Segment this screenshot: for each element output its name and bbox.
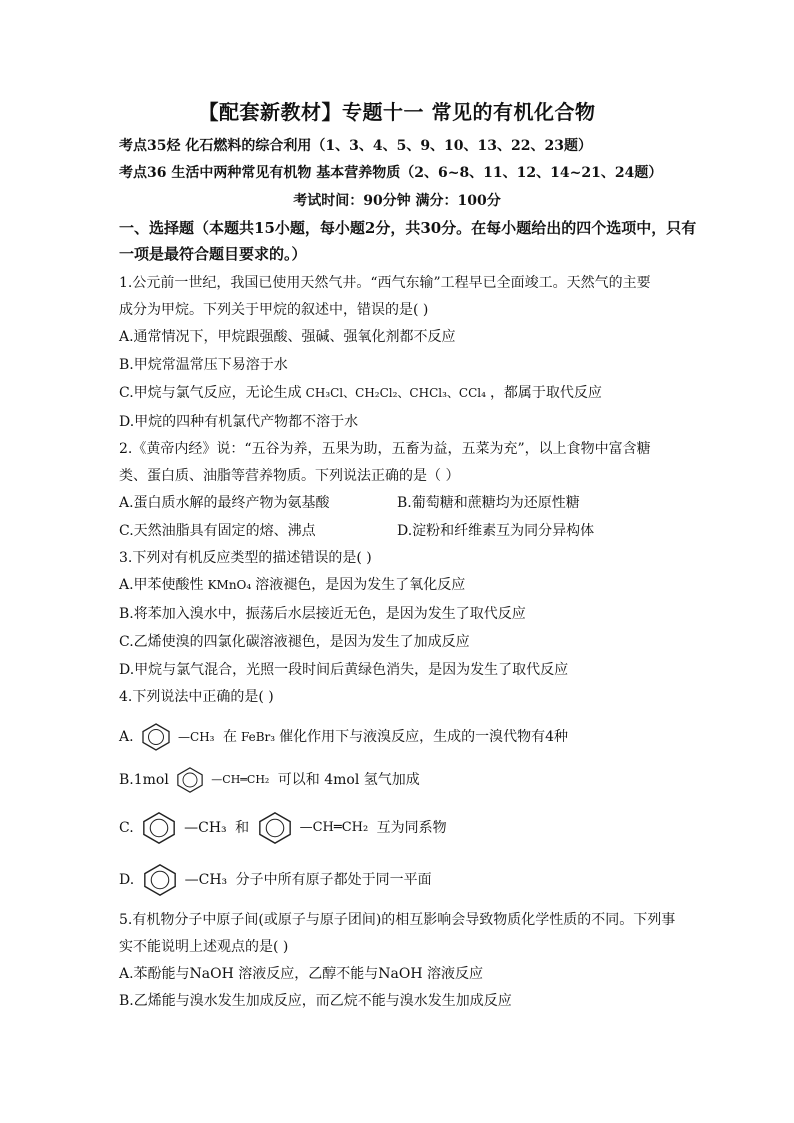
q2-option-c: C.天然油脂具有固定的熔、沸点 (119, 523, 316, 539)
q3-option-a-formula: KMnO₄ (207, 578, 252, 592)
q4-option-c (119, 810, 447, 846)
q4-option-a-formula: FeBr₃ (240, 730, 276, 744)
toluene-structure (138, 722, 218, 752)
q4-option-a-label: A. (119, 729, 134, 745)
q2-stem-line2: 类、蛋白质、油脂等营养物质。下列说法正确的是（ ） (119, 468, 460, 484)
q1-option-b: B.甲烷常温常压下易溶于水 (119, 357, 288, 373)
q3-option-d: D.甲烷与氯气混合，光照一段时间后黄绿色消失，是因为发生了取代反应 (119, 662, 569, 678)
benzene-ring-icon (138, 722, 174, 752)
q1-option-c-formulas: CH₃Cl、CH₂Cl₂、CHCl₃、CCl₄ (305, 386, 486, 400)
q4-option-c-post: 互为同系物 (376, 820, 447, 836)
benzene-ring-icon (138, 810, 180, 846)
q4-option-b-label: B.1mol (119, 772, 169, 788)
q2-option-d: D.淀粉和纤维素互为同分异构体 (397, 523, 595, 539)
q5-stem-line2: 实不能说明上述观点的是( ) (119, 939, 289, 955)
q3-option-a-pre: A.甲苯使酸性 (119, 577, 204, 593)
q3-option-a (119, 575, 465, 595)
page-title: 【配套新教材】专题十一 常见的有机化合物 (198, 100, 596, 124)
kaodian-36: 考点36 生活中两种常见有机物 基本营养物质（2、6~8、11、12、14~21、24题） (119, 165, 663, 181)
q4-option-c-group2: —CH═CH₂ (299, 820, 369, 835)
q2-option-b: B.葡萄糖和蔗糖均为还原性糖 (397, 495, 580, 511)
styrene-structure (173, 765, 273, 795)
q4-option-b (119, 765, 420, 795)
q5-stem-line1: 5.有机物分子中原子间(或原子与原子团间)的相互影响会导致物质化学性质的不同。下列事 (119, 912, 676, 928)
q2-option-a: A.蛋白质水解的最终产物为氨基酸 (119, 495, 330, 511)
q3-stem: 3.下列对有机反应类型的描述错误的是( ) (119, 550, 372, 566)
toluene-structure (138, 810, 231, 846)
q3-option-c: C.乙烯使溴的四氯化碳溶液褪色，是因为发生了加成反应 (119, 634, 470, 650)
q1-option-c-pre: C.甲烷与氯气反应，无论生成 (119, 385, 302, 401)
q4-option-a-group: —CH₃ (178, 730, 215, 744)
q2-stem-line1: 2.《黄帝内经》说：“五谷为养，五果为助，五畜为益，五菜为充”，以上食物中富含糖 (119, 441, 651, 457)
q4-option-c-label: C. (119, 820, 134, 836)
q4-option-d-post: 分子中所有原子都处于同一平面 (235, 872, 432, 888)
q4-option-a-post: 催化作用下与液溴反应，生成的一溴代物有4种 (279, 729, 568, 745)
q5-option-b: B.乙烯能与溴水发生加成反应，而乙烷不能与溴水发生加成反应 (119, 993, 512, 1009)
q4-option-d-group: —CH₃ (184, 872, 228, 888)
q1-option-a: A.通常情况下，甲烷跟强酸、强碱、强氧化剂都不反应 (119, 329, 456, 345)
kaodian-35: 考点35烃 化石燃料的综合利用（1、3、4、5、9、10、13、22、23题） (119, 138, 592, 154)
section-heading-line1: 一、选择题（本题共15小题，每小题2分，共30分。在每小题给出的四个选项中，只有 (119, 219, 697, 237)
q3-option-a-post: 溶液褪色，是因为发生了氧化反应 (255, 577, 466, 593)
q4-option-b-group: —CH═CH₂ (211, 773, 270, 786)
benzene-ring-icon (139, 862, 181, 898)
q1-stem-line2: 成分为甲烷。下列关于甲烷的叙述中，错误的是( ) (119, 302, 429, 318)
benzene-ring-icon (254, 810, 296, 846)
q4-option-a (119, 722, 568, 752)
q4-option-d-label: D. (119, 872, 135, 888)
q4-option-b-post: 可以和 4mol 氢气加成 (277, 772, 420, 788)
q1-stem-line1: 1.公元前一世纪，我国已使用天然气井。“西气东输”工程早已全面竣工。天然气的主要 (119, 275, 651, 291)
q4-option-d (119, 862, 432, 898)
q1-option-c-post: ，都属于取代反应 (489, 385, 602, 401)
q4-option-c-group1: —CH₃ (184, 820, 227, 836)
styrene-structure (254, 810, 373, 846)
q4-option-c-and: 和 (235, 820, 250, 836)
q5-option-a: A.苯酚能与NaOH 溶液反应，乙醇不能与NaOH 溶液反应 (119, 966, 484, 982)
q1-option-d: D.甲烷的四种有机氯代产物都不溶于水 (119, 414, 359, 430)
q1-option-c (119, 383, 602, 403)
q4-option-a-mid: 在 (222, 729, 237, 745)
toluene-structure (139, 862, 232, 898)
exam-info: 考试时间：90分钟 满分：100分 (293, 193, 501, 209)
q4-stem: 4.下列说法中正确的是( ) (119, 689, 274, 705)
q3-option-b: B.将苯加入溴水中，振荡后水层接近无色，是因为发生了取代反应 (119, 606, 526, 622)
benzene-ring-icon (173, 766, 207, 794)
section-heading-line2: 一项是最符合题目要求的。） (119, 245, 307, 263)
